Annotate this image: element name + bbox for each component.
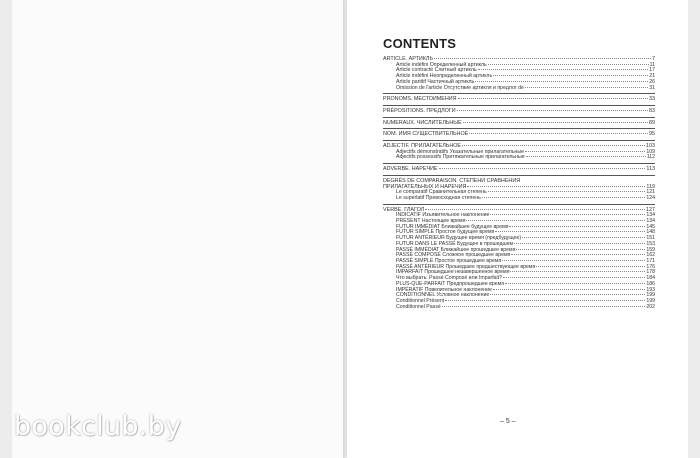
page-number: – 5 – [500,418,516,425]
entry-page-number: 148 [646,229,655,236]
section-divider [383,204,655,205]
entry-page-number: 184 [646,275,655,282]
toc-subentry [383,196,655,202]
entry-page-number: 159 [646,246,655,253]
entry-title: NOM. ИМЯ СУЩЕСТВИТЕЛЬНОЕ [383,131,469,138]
entry-title: FUTUR DANS LE PASSÉ Будущее в прошедшем [396,240,514,247]
entry-title: Что выбрать: Passé Composé или Imparfait? [396,275,503,282]
dot-leader [466,220,645,221]
entry-page-number: 89 [649,119,655,126]
toc-chapter-entry [383,167,655,173]
entry-page-number: 193 [646,286,655,293]
section-divider [383,140,655,141]
entry-page-number: 199 [646,297,655,304]
dot-leader [525,87,648,88]
dot-leader [509,226,645,227]
entry-page-number: 176 [646,263,655,270]
dot-leader [490,294,645,295]
entry-title: ADVERBE. НАРЕЧИЕ [383,166,438,173]
entry-title: Conditionnel Passé [396,303,441,310]
toc-section [383,167,655,173]
dot-leader [493,75,648,76]
dot-leader [478,69,649,70]
entry-title: FUTUR IMMÉDIAT Ближайшее будущее время [396,223,509,230]
entry-page-number: 162 [646,252,655,259]
dot-leader [514,243,645,244]
section-divider [383,175,655,176]
entry-title: DEGRÉS DE COMPARAISON. СТЕПЕНИ СРАВНЕНИЯ [383,177,521,184]
dot-leader [505,283,645,284]
entry-page-number: 127 [646,206,655,213]
entry-title: Le comparatif Сравнительная степень [396,189,487,196]
entry-title: PASSÉ SIMPLE Простое прошедшее время [396,257,502,264]
entry-title: ADJECTIF. ПРИЛАГАТЕЛЬНОЕ [383,143,462,150]
dot-leader [467,186,645,187]
toc-body [383,57,655,310]
entry-page-number: 21 [649,73,655,80]
entry-page-number: 95 [649,131,655,138]
entry-page-number: 109 [646,148,655,155]
entry-page-number: 178 [646,269,655,276]
dot-leader [522,237,645,238]
entry-page-number: 17 [649,67,655,74]
contents-title: CONTENTS [383,36,457,51]
dot-leader [457,110,648,111]
toc-subentry [383,86,655,92]
entry-page-number: 145 [646,223,655,230]
section-divider [383,105,655,106]
dot-leader [439,168,646,169]
dot-leader [488,64,649,65]
entry-title: IMPÉRATIF Повелительное наклонение [396,286,492,293]
entry-title: CONDITIONNEL Условное наклонение [396,292,490,299]
entry-page-number: 134 [646,212,655,219]
entry-page-number: 31 [649,84,655,91]
entry-page-number: 124 [646,194,655,201]
dot-leader [503,277,645,278]
toc-section [383,121,655,127]
section-divider [383,117,655,118]
toc-chapter-entry [383,132,655,138]
dot-leader [516,249,645,250]
toc-subentry [383,155,655,161]
entry-title: Le superlatif Превосходная степень [396,194,481,201]
toc-chapter-entry [383,121,655,127]
entry-title: VERBE. ГЛАГОЛ [383,206,425,213]
toc-section [383,57,655,91]
entry-page-number: 121 [646,189,655,196]
dot-leader [458,98,648,99]
entry-title: Adjectifs démonstratifs Указательные прилагательные [396,148,525,155]
toc-chapter-entry [383,97,655,103]
entry-page-number: 199 [646,292,655,299]
entry-title: Article partitif Частичный артикль [396,78,475,85]
entry-page-number: 7 [652,56,655,62]
dot-leader [482,197,646,198]
toc-section [383,208,655,311]
entry-page-number: 103 [646,143,655,150]
entry-title: PASSÉ IMMÉDIAT Ближайшее прошедшее время [396,246,516,253]
entry-title: Adjectifs possessifs Притяжательные прилагательные [396,154,525,161]
entry-title: INDICATIF Изъявительное наклонение [396,212,490,219]
entry-title: PRONOMS. МЕСТОИМЕНИЯ [383,96,457,103]
toc-section [383,132,655,138]
dot-leader [488,191,646,192]
dot-leader [525,151,645,152]
dot-leader [493,289,645,290]
dot-leader [469,133,648,134]
entry-title: IMPARFAIT Прошедшее незавершенное время [396,269,510,276]
dot-leader [511,254,645,255]
entry-page-number: 153 [646,240,655,247]
entry-title: NUMERAUX. ЧИСЛИТЕЛЬНЫЕ [383,119,462,126]
dot-leader [526,156,646,157]
section-divider [383,93,655,94]
section-divider [383,163,655,164]
entry-page-number: 26 [649,78,655,85]
dot-leader [442,306,646,307]
entry-title: Article indéfini Определенный артикль [396,61,487,68]
dot-leader [434,58,651,59]
dot-leader [463,122,648,123]
toc-section [383,179,655,202]
entry-title: PLUS-QUE-PARFAIT Предпрошедшее время [396,280,505,287]
entry-page-number: 113 [646,166,655,173]
section-divider [383,128,655,129]
toc-section [383,109,655,115]
dot-leader [445,300,645,301]
dot-leader [490,214,645,215]
entry-title: Omission de l'article Отсутствие артикля и предлог de [396,84,524,91]
dot-leader [502,260,645,261]
entry-page-number: 112 [646,154,655,161]
entry-title: PRÉPOSITIONS. ПРЕДЛОГИ [383,107,456,114]
toc-chapter-entry [383,109,655,115]
entry-page-number: 119 [646,183,655,190]
entry-title: FUTUR SIMPLE Простое будущее время [396,229,495,236]
entry-title: ПРИЛАГАТЕЛЬНЫХ И НАРЕЧИЯ [383,183,467,190]
entry-title: PRÉSENT Настоящее время [396,218,466,225]
entry-title: FUTUR ANTÉRIEUR Будущее время (предбудущее) [396,235,522,242]
entry-page-number: 11 [649,61,655,68]
left-page [12,0,345,458]
toc-section [383,144,655,161]
entry-page-number: 83 [649,107,655,114]
toc-section [383,97,655,103]
dot-leader [462,145,645,146]
entry-page-number: 171 [646,257,655,264]
table-of-contents [383,36,655,310]
toc-subentry [383,305,655,311]
entry-title: PASSÉ ANTÉRIEUR Прошедшее предшествующее время [396,263,536,270]
entry-page-number: 202 [646,303,655,310]
dot-leader [475,81,648,82]
dot-leader [495,231,645,232]
entry-title: PASSÉ COMPOSÉ Сложное прошедшее время [396,252,511,259]
entry-title: Conditionnel Présent [396,297,445,304]
entry-title: ARTICLE. АРТИКЛЬ [383,56,433,62]
entry-title: Article indéfini Неопределенный артикль [396,73,493,80]
dot-leader [510,271,645,272]
entry-page-number: 151 [646,235,655,242]
dot-leader [425,209,645,210]
entry-page-number: 134 [646,218,655,225]
watermark-text: bookclub.by [14,411,182,442]
entry-title: Article contracté Слитный артикль [396,67,477,74]
dot-leader [536,266,645,267]
entry-page-number: 186 [646,280,655,287]
entry-page-number: 33 [649,96,655,103]
